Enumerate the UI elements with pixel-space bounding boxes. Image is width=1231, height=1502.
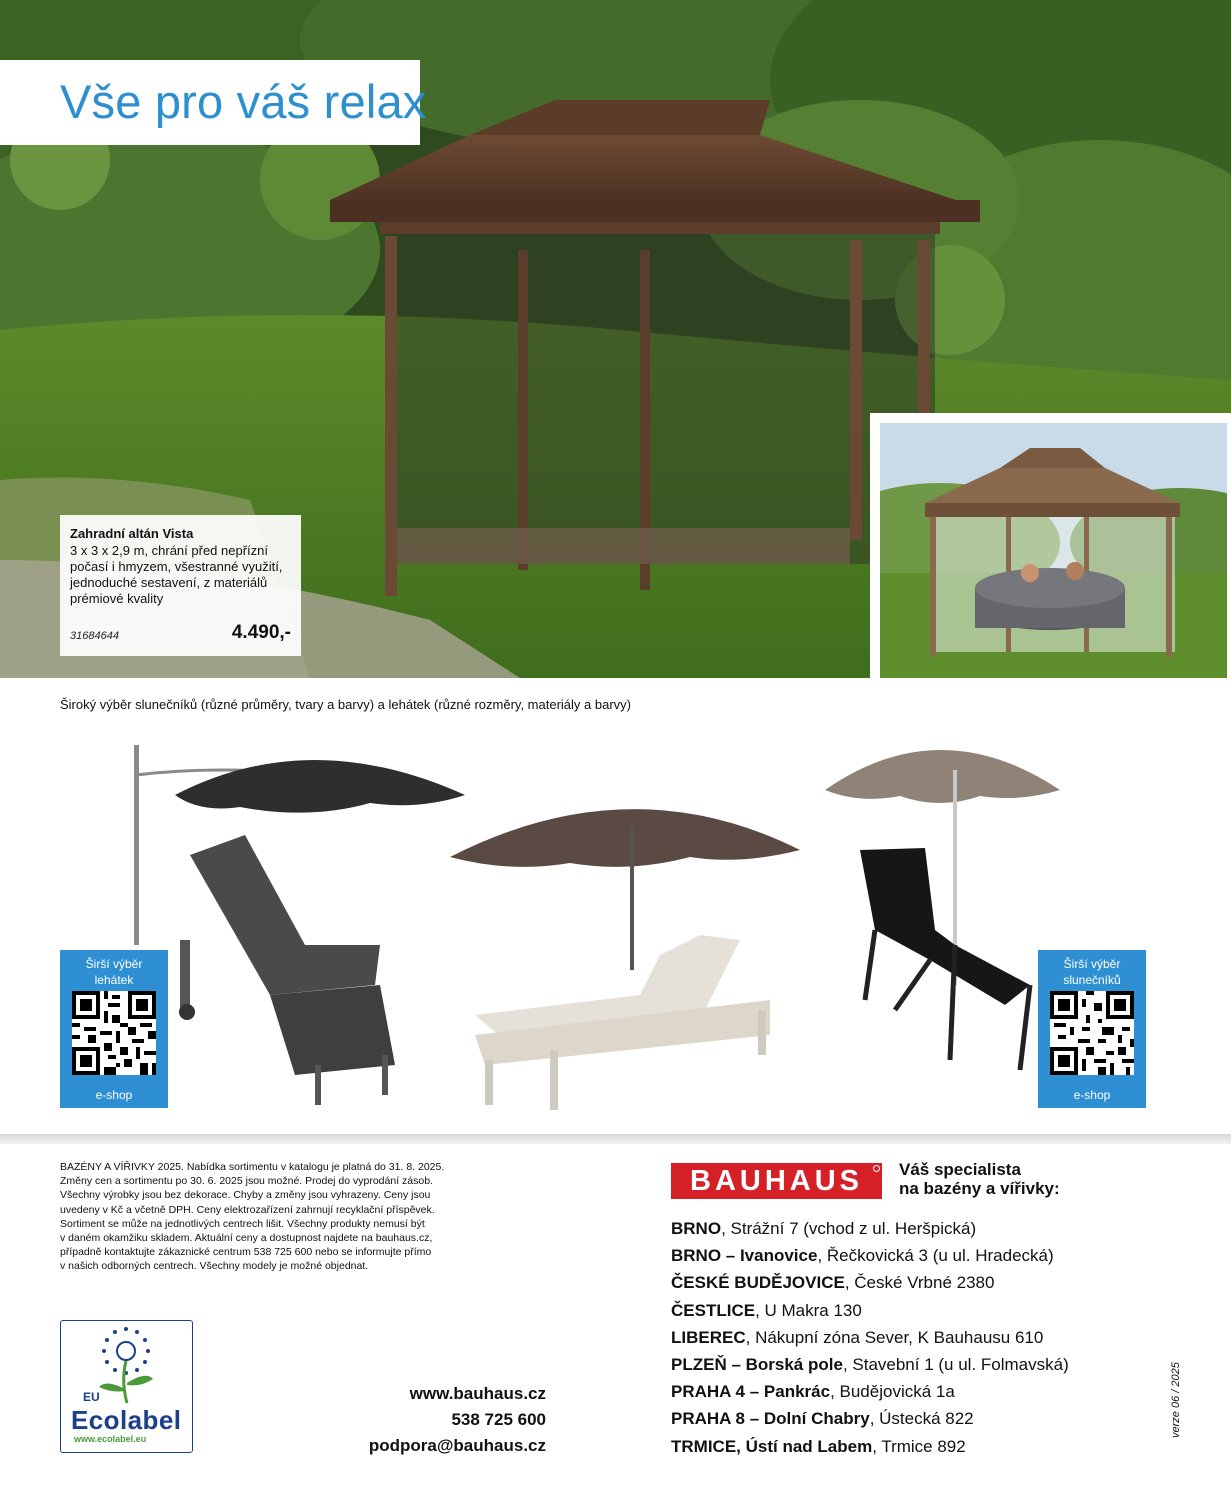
bauhaus-logo <box>671 1163 882 1199</box>
store-address: , České Vrbné 2380 <box>844 1273 995 1293</box>
store-address: , Stavební 1 (u ul. Folmavská) <box>842 1355 1069 1375</box>
store-address: , Nákupní zóna Sever, K Bauhausu 610 <box>745 1327 1044 1347</box>
store-city: BRNO <box>671 1219 722 1238</box>
hot-tub-gazebo-photo-frame <box>870 413 1231 678</box>
hot-tub-gazebo-photo <box>880 423 1227 678</box>
contact-block <box>340 1381 546 1459</box>
qr-card-title-line2: lehátek <box>94 973 134 987</box>
store-city: PRAHA 4 – Pankrác <box>671 1382 831 1402</box>
legal-notice <box>60 1160 470 1274</box>
store-address: , Ústecká 822 <box>869 1409 974 1429</box>
store-item <box>671 1378 1069 1405</box>
phone-number[interactable]: 538 725 600 <box>451 1410 546 1429</box>
ecolabel-name-text: Ecolabel <box>71 1405 181 1435</box>
store-address: , Budějovická 1a <box>830 1382 955 1402</box>
qr-code-icon[interactable] <box>1050 991 1134 1075</box>
products-area <box>0 720 1231 1130</box>
store-address: , Řečkovická 3 (u ul. Hradecká) <box>817 1246 1054 1266</box>
store-item <box>671 1215 1069 1242</box>
legal-line: případně kontaktujte zákaznické centrum 538 725 600 nebo se informujte přímo <box>60 1246 432 1259</box>
qr-card-footer[interactable]: e-shop <box>1073 1088 1111 1102</box>
version-label: verze 06 / 2025 <box>1170 1362 1182 1438</box>
qr-card-title-line1: Širší výběr <box>1063 957 1121 971</box>
website-link[interactable]: www.bauhaus.cz <box>409 1384 546 1403</box>
store-item <box>671 1324 1069 1351</box>
qr-card-title-line1: Širší výběr <box>85 957 143 971</box>
ecolabel-flower-icon <box>61 1321 192 1452</box>
store-city: PRAHA 8 – Dolní Chabry <box>671 1409 870 1429</box>
qr-card-loungers[interactable] <box>60 950 168 1108</box>
product-card <box>60 515 301 656</box>
product-sku: 31684644 <box>70 630 119 642</box>
qr-card-footer[interactable]: e-shop <box>95 1088 133 1102</box>
section-divider <box>0 1134 1231 1144</box>
ecolabel-eu-text: EU <box>83 1390 100 1404</box>
product-price: 4.490,- <box>231 622 291 643</box>
store-item <box>671 1297 1069 1324</box>
qr-card-title <box>60 956 168 988</box>
store-address: , U Makra 130 <box>755 1300 862 1320</box>
store-city: ČESKÉ BUDĚJOVICE <box>671 1273 845 1293</box>
product-description: 3 x 3 x 2,9 m, chrání před nepřízní počasí i hmyzem, všestranné využití, jednoduché sestavení, z materiálů prémiové kvality <box>70 543 283 606</box>
eu-ecolabel-logo <box>60 1320 193 1453</box>
store-item <box>671 1433 1069 1460</box>
store-item <box>671 1269 1069 1296</box>
legal-line: Všechny výrobky jsou bez dekorace. Chyby a změny jsou vyhrazeny. Ceny jsou <box>60 1189 431 1202</box>
store-address: , Trmice 892 <box>872 1436 966 1456</box>
page-title: Vše pro váš relax <box>60 75 427 128</box>
store-list <box>671 1215 1069 1460</box>
qr-code-graphic <box>72 991 156 1075</box>
hero-section <box>0 0 1231 678</box>
store-item <box>671 1242 1069 1269</box>
legal-line: v daném okamžiku skladem. Aktuální ceny a dostupnost najdete na bauhaus.cz, <box>60 1232 433 1245</box>
store-city: PLZEŇ – Borská pole <box>671 1355 843 1375</box>
store-city: TRMICE, Ústí nad Labem <box>671 1436 873 1456</box>
legal-line: Změny cen a sortimentu po 30. 6. 2025 jsou možné. Prodej do vyprodání zásob. <box>60 1175 433 1188</box>
store-item <box>671 1351 1069 1378</box>
legal-line: BAZÉNY A VÍŘIVKY 2025. Nabídka sortimentu v katalogu je platná do 31. 8. 2025. <box>60 1161 445 1173</box>
qr-code-graphic <box>1050 991 1134 1075</box>
ecolabel-url-text: www.ecolabel.eu <box>74 1434 147 1444</box>
store-address: , Strážní 7 (vchod z ul. Heršpická) <box>721 1219 977 1238</box>
title-banner <box>0 60 427 145</box>
product-name: Zahradní altán Vista <box>70 526 194 541</box>
store-city: BRNO – Ivanovice <box>671 1246 818 1266</box>
specialist-tagline <box>899 1160 1060 1198</box>
bauhaus-logo-text: BAUHAUS <box>690 1165 863 1197</box>
brown-umbrella-and-white-lounger-image <box>440 795 800 1115</box>
store-item <box>671 1405 1069 1432</box>
tagline-line1: Váš specialista <box>899 1160 1021 1179</box>
registered-mark-icon <box>873 1165 880 1172</box>
store-city: LIBEREC <box>671 1327 746 1347</box>
assortment-caption: Široký výběr slunečníků (různé průměry, tvary a barvy) a lehátek (různé rozměry, materiály a barvy) <box>60 697 631 712</box>
qr-card-title-line2: slunečníků <box>1063 973 1121 987</box>
qr-card-umbrellas[interactable] <box>1038 950 1146 1108</box>
legal-line: uvedeny v Kč a včetně DPH. Ceny elektrozařízení zahrnují recyklační příspěvek. <box>60 1203 435 1216</box>
store-city: ČESTLICE <box>671 1300 756 1320</box>
parasol-and-black-lounger-image <box>815 730 1065 1080</box>
tagline-line2: na bazény a vířivky: <box>899 1179 1060 1198</box>
legal-line: Sortiment se může na jednotlivých centrech lišit. Všechny produkty nemusí být <box>60 1217 425 1230</box>
legal-line: v našich odborných centrech. Všechny modely je možné objednat. <box>60 1260 369 1273</box>
qr-code-icon[interactable] <box>72 991 156 1075</box>
email-link[interactable]: podpora@bauhaus.cz <box>368 1436 546 1455</box>
cantilever-umbrella-and-lounger-image <box>120 735 480 1115</box>
qr-card-title <box>1038 956 1146 988</box>
